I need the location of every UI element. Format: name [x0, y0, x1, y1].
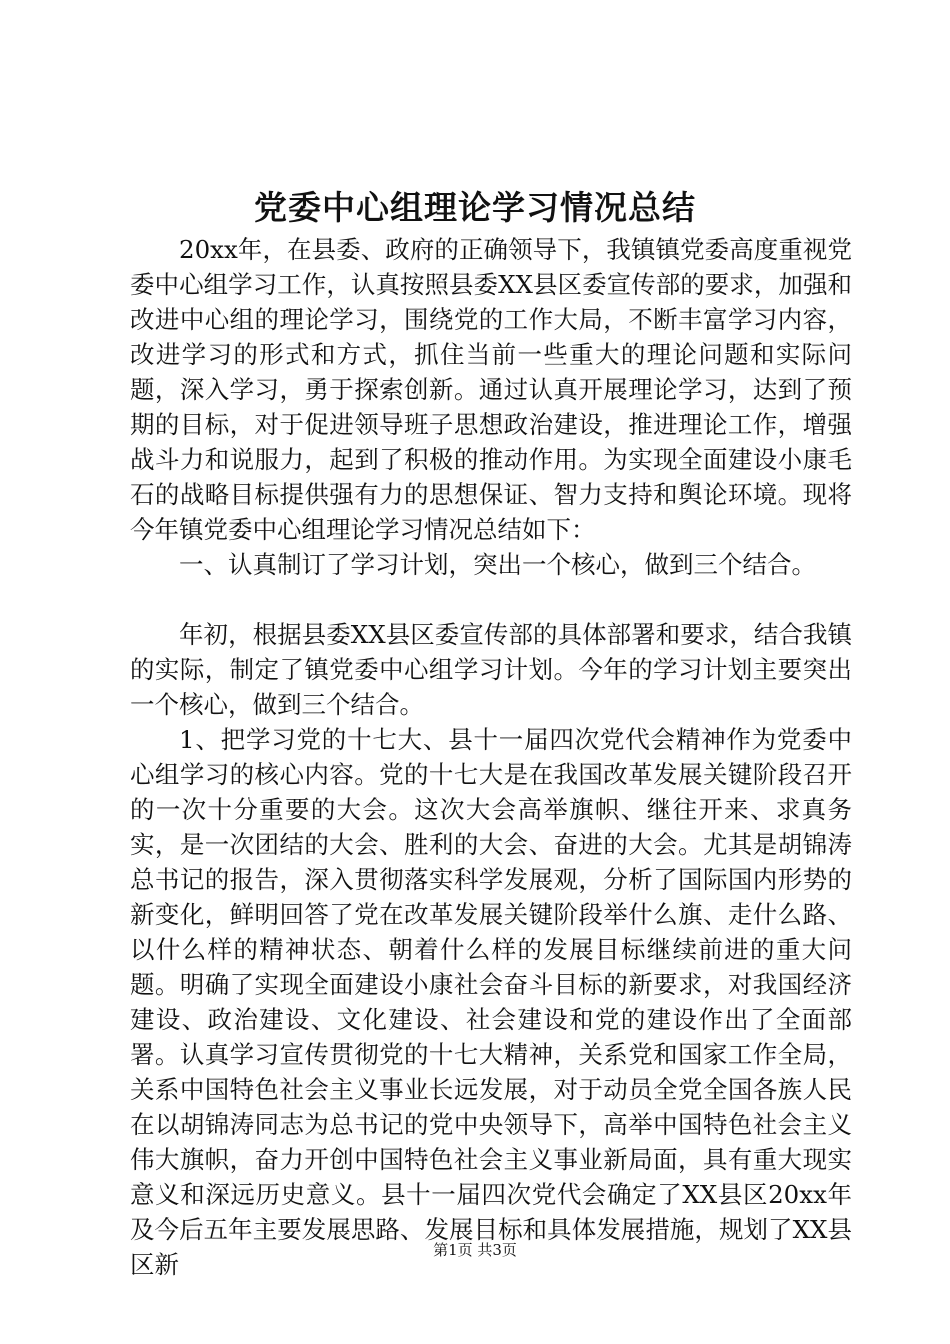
paragraph-item-1: 1、把学习党的十七大、县十一届四次党代会精神作为党委中心组学习的核心内容。党的十七大是在我国改革发展关键阶段召开的一次十分重要的大会。这次大会高举旗帜、继往开来、求真务实，是一次团结的大会、胜利的大会、奋进的大会。尤其是胡锦涛总书记的报告，深入贯彻落实科学发展观，分析了国际国内形势的新变化，鲜明回答了党在改革发展关键阶段举什么旗、走什么路、以什么样的精神状态、朝着什么样的发展目标继续前进的重大问题。明确了实现全面建设小康社会奋斗目标的新要求，对我国经济建设、政治建设、文化建设、社会建设和党的建设作出了全面部署。认真学习宣传贯彻党的十七大精神，关系党和国家工作全局，关系中国特色社会主义事业长远发展，对于动员全党全国各族人民在以胡锦涛同志为总书记的党中央领导下，高举中国特色社会主义伟大旗帜，奋力开创中国特色社会主义事业新局面，具有重大现实意义和深远历史意义。县十一届四次党代会确定了XX县区20xx年及今后五年主要发展思路、发展目标和具体发展措施，规划了XX县区新 — [130, 725, 852, 1279]
page-footer: 第1页 共3页 — [433, 1241, 517, 1259]
document-body — [130, 232, 852, 1282]
section-heading-1: 一、认真制订了学习计划，突出一个核心，做到三个结合。 — [179, 550, 816, 579]
paragraph-plan: 年初，根据县委XX县区委宣传部的具体部署和要求，结合我镇的实际，制定了镇党委中心组学习计划。今年的学习计划主要突出一个核心，做到三个结合。 — [130, 620, 852, 719]
paragraph-intro: 20xx年，在县委、政府的正确领导下，我镇镇党委高度重视党委中心组学习工作，认真按照县委XX县区委宣传部的要求，加强和改进中心组的理论学习，围绕党的工作大局，不断丰富学习内容，改进学习的形式和方式，抓住当前一些重大的理论问题和实际问题，深入学习，勇于探索创新。通过认真开展理论学习，达到了预期的目标，对于促进领导班子思想政治建设，推进理论工作，增强战斗力和说服力，起到了积极的推动作用。为实现全面建设小康毛石的战略目标提供强有力的思想保证、智力支持和舆论环境。现将今年镇党委中心组理论学习情况总结如下： — [130, 235, 852, 544]
document-title: 党委中心组理论学习情况总结 — [254, 188, 696, 227]
